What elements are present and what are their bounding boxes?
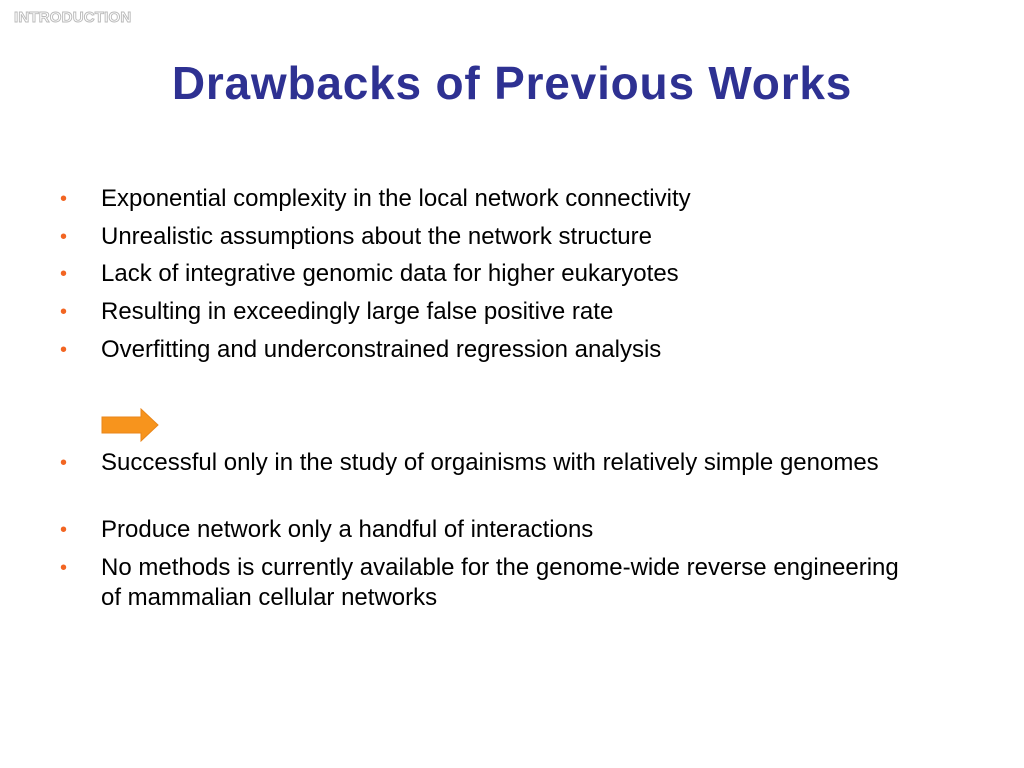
bullet-text: Unrealistic assumptions about the network structure <box>101 223 652 250</box>
bullet-dot-icon: • <box>60 301 68 323</box>
right-arrow-icon <box>101 408 159 442</box>
bullet-text: Resulting in exceedingly large false positive rate <box>101 298 614 325</box>
bullet-text: No methods is currently available for the genome-wide reverse engineering of mammalian cellular networks <box>101 554 899 611</box>
bullet-text: Exponential complexity in the local network connectivity <box>101 185 691 212</box>
bullet-dot-icon: • <box>60 557 68 579</box>
bullet-text: Overfitting and underconstrained regression analysis <box>101 336 662 363</box>
bullet-text: Successful only in the study of orgainisms with relatively simple genomes <box>101 449 879 476</box>
bullet-text: Lack of integrative genomic data for higher eukaryotes <box>101 260 679 287</box>
bullet-dot-icon: • <box>60 188 68 210</box>
bullet-dot-icon: • <box>60 339 68 361</box>
bullet-text: Produce network only a handful of interactions <box>101 516 594 543</box>
bullet-dot-icon: • <box>60 519 68 541</box>
bullet-dot-icon: • <box>60 226 68 248</box>
bullet-dot-icon: • <box>60 452 68 474</box>
bullet-dot-icon: • <box>60 263 68 285</box>
section-label: INTRODUCTION <box>14 9 132 26</box>
slide-title: Drawbacks of Previous Works <box>171 57 853 109</box>
